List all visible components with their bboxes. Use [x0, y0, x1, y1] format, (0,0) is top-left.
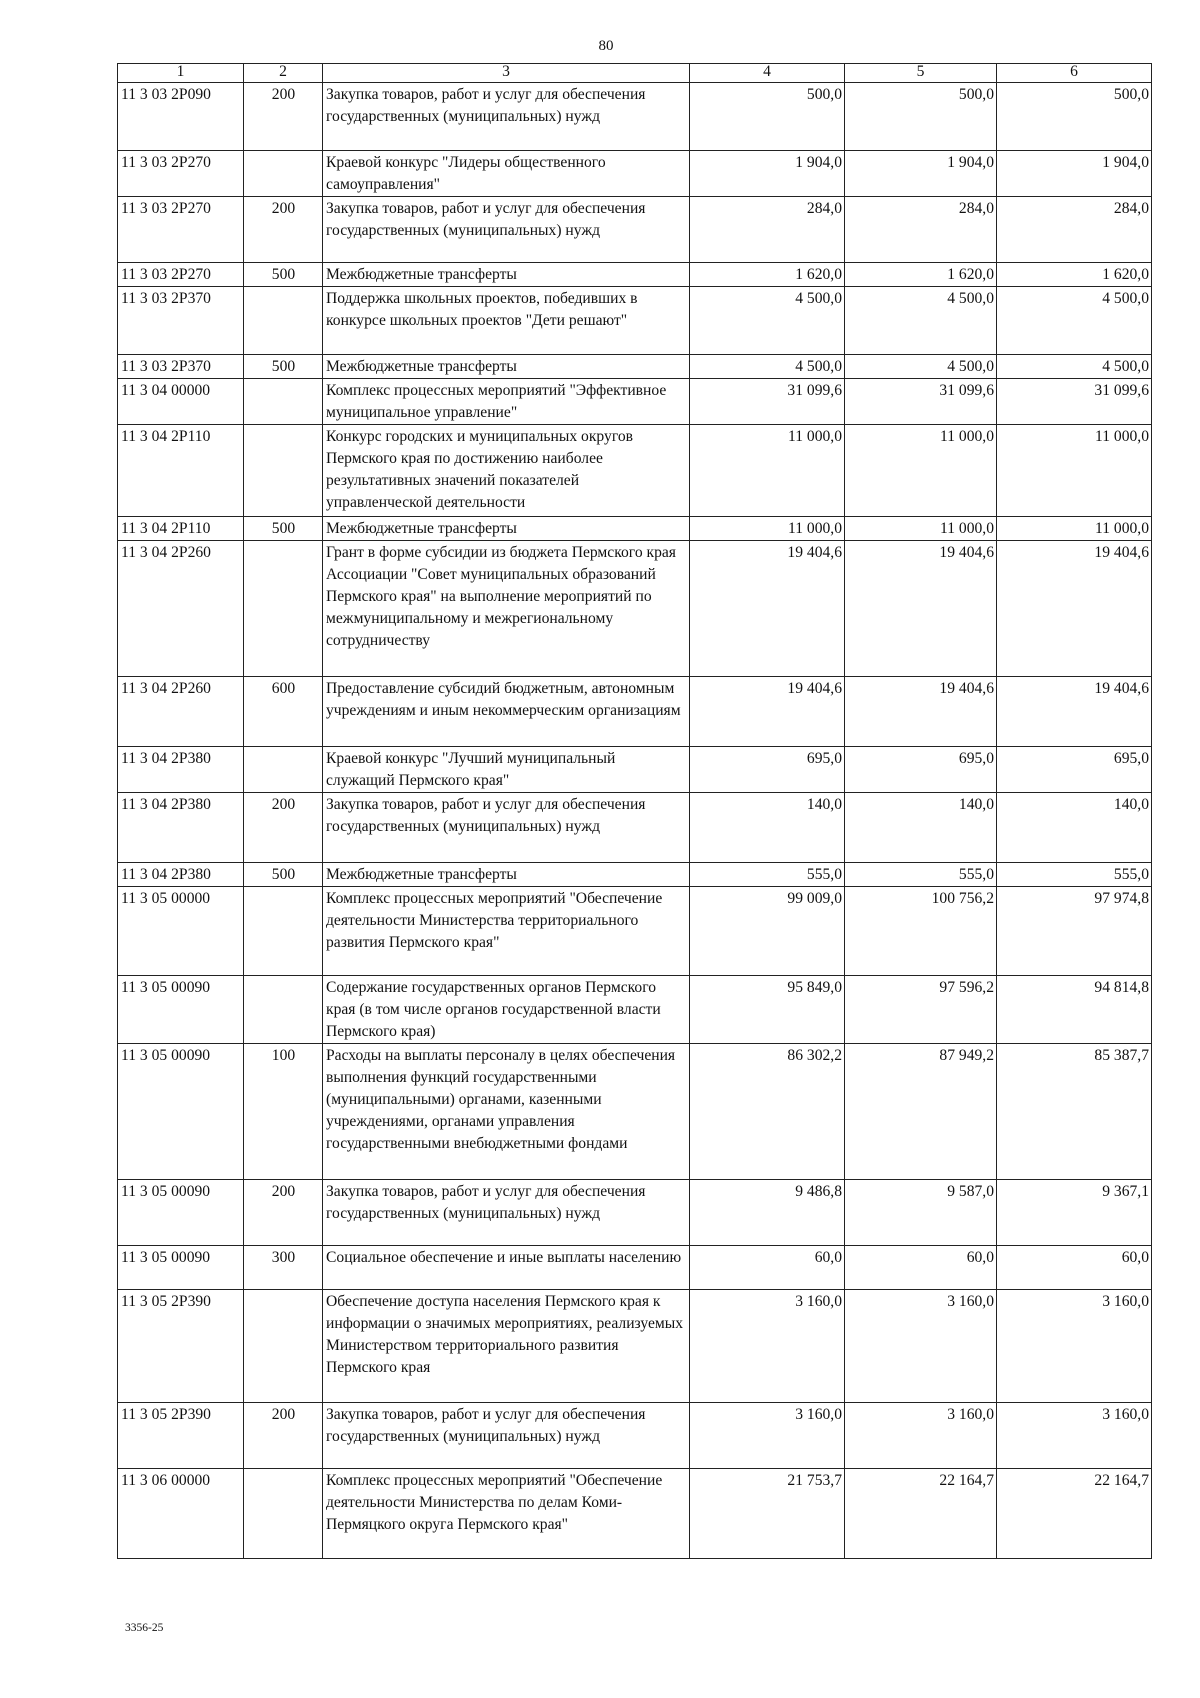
row-value-1: 9 486,8 — [690, 1180, 845, 1246]
column-header: 1 — [118, 64, 244, 83]
row-value-3: 695,0 — [997, 747, 1152, 793]
row-code: 11 3 04 2Р260 — [118, 677, 244, 747]
row-value-2: 3 160,0 — [845, 1403, 997, 1469]
row-value-3: 22 164,7 — [997, 1469, 1152, 1559]
row-name: Закупка товаров, работ и услуг для обеспечения государственных (муниципальных) нужд — [323, 1403, 690, 1469]
row-value-1: 60,0 — [690, 1246, 845, 1290]
row-code: 11 3 06 00000 — [118, 1469, 244, 1559]
row-expense-type — [244, 1290, 323, 1403]
row-expense-type — [244, 1469, 323, 1559]
row-value-2: 11 000,0 — [845, 517, 997, 541]
row-name: Закупка товаров, работ и услуг для обеспечения государственных (муниципальных) нужд — [323, 197, 690, 263]
table-row — [118, 1246, 1152, 1290]
row-name: Поддержка школьных проектов, победивших в конкурсе школьных проектов "Дети решают" — [323, 287, 690, 355]
row-expense-type: 200 — [244, 793, 323, 863]
row-value-2: 87 949,2 — [845, 1044, 997, 1180]
row-value-2: 3 160,0 — [845, 1290, 997, 1403]
row-expense-type — [244, 287, 323, 355]
row-value-1: 1 620,0 — [690, 263, 845, 287]
row-value-3: 4 500,0 — [997, 355, 1152, 379]
row-expense-type: 200 — [244, 1403, 323, 1469]
row-value-1: 555,0 — [690, 863, 845, 887]
row-name: Закупка товаров, работ и услуг для обеспечения государственных (муниципальных) нужд — [323, 793, 690, 863]
row-value-2: 555,0 — [845, 863, 997, 887]
table-row — [118, 263, 1152, 287]
table-row — [118, 287, 1152, 355]
row-code: 11 3 04 2Р260 — [118, 541, 244, 677]
row-value-2: 19 404,6 — [845, 541, 997, 677]
row-code: 11 3 05 2Р390 — [118, 1290, 244, 1403]
header-row — [118, 64, 1152, 83]
row-value-3: 85 387,7 — [997, 1044, 1152, 1180]
row-value-3: 500,0 — [997, 83, 1152, 151]
row-expense-type — [244, 976, 323, 1044]
row-value-3: 3 160,0 — [997, 1290, 1152, 1403]
row-value-2: 1 620,0 — [845, 263, 997, 287]
table-row — [118, 425, 1152, 517]
column-header: 2 — [244, 64, 323, 83]
row-value-2: 9 587,0 — [845, 1180, 997, 1246]
row-value-2: 4 500,0 — [845, 355, 997, 379]
row-expense-type — [244, 747, 323, 793]
column-header: 3 — [323, 64, 690, 83]
table-row — [118, 83, 1152, 151]
row-code: 11 3 04 2Р380 — [118, 863, 244, 887]
table-row — [118, 1469, 1152, 1559]
row-value-3: 97 974,8 — [997, 887, 1152, 976]
row-code: 11 3 04 2Р110 — [118, 517, 244, 541]
row-value-3: 284,0 — [997, 197, 1152, 263]
row-code: 11 3 03 2Р370 — [118, 355, 244, 379]
row-expense-type: 500 — [244, 863, 323, 887]
row-name: Предоставление субсидий бюджетным, автономным учреждениям и иным некоммерческим организациям — [323, 677, 690, 747]
row-name: Межбюджетные трансферты — [323, 263, 690, 287]
row-value-2: 19 404,6 — [845, 677, 997, 747]
row-value-1: 31 099,6 — [690, 379, 845, 425]
table-body — [118, 83, 1152, 1559]
row-value-1: 99 009,0 — [690, 887, 845, 976]
row-value-1: 19 404,6 — [690, 677, 845, 747]
row-value-3: 140,0 — [997, 793, 1152, 863]
row-value-3: 3 160,0 — [997, 1403, 1152, 1469]
row-value-1: 140,0 — [690, 793, 845, 863]
row-value-3: 1 620,0 — [997, 263, 1152, 287]
column-header: 5 — [845, 64, 997, 83]
row-value-1: 284,0 — [690, 197, 845, 263]
row-name: Комплекс процессных мероприятий "Обеспечение деятельности Министерства территориального развития Пермского края" — [323, 887, 690, 976]
row-value-1: 95 849,0 — [690, 976, 845, 1044]
row-code: 11 3 04 2Р380 — [118, 747, 244, 793]
row-name: Грант в форме субсидии из бюджета Пермского края Ассоциации "Совет муниципальных образований Пермского края" на выполнение мероприятий по межмуниципальному и межрегиональному сотрудничеству — [323, 541, 690, 677]
row-expense-type: 100 — [244, 1044, 323, 1180]
row-value-3: 555,0 — [997, 863, 1152, 887]
row-expense-type: 200 — [244, 83, 323, 151]
row-value-2: 60,0 — [845, 1246, 997, 1290]
table-row — [118, 793, 1152, 863]
row-value-3: 60,0 — [997, 1246, 1152, 1290]
column-header: 6 — [997, 64, 1152, 83]
row-value-1: 19 404,6 — [690, 541, 845, 677]
row-name: Закупка товаров, работ и услуг для обеспечения государственных (муниципальных) нужд — [323, 83, 690, 151]
row-value-2: 500,0 — [845, 83, 997, 151]
row-name: Межбюджетные трансферты — [323, 517, 690, 541]
row-code: 11 3 03 2Р090 — [118, 83, 244, 151]
row-name: Комплекс процессных мероприятий "Обеспечение деятельности Министерства по делам Коми-Пермяцкого округа Пермского края" — [323, 1469, 690, 1559]
row-code: 11 3 04 2Р380 — [118, 793, 244, 863]
table-row — [118, 151, 1152, 197]
row-value-1: 11 000,0 — [690, 425, 845, 517]
row-expense-type — [244, 151, 323, 197]
row-expense-type: 200 — [244, 1180, 323, 1246]
row-value-2: 11 000,0 — [845, 425, 997, 517]
row-expense-type — [244, 379, 323, 425]
row-name: Закупка товаров, работ и услуг для обеспечения государственных (муниципальных) нужд — [323, 1180, 690, 1246]
row-value-3: 1 904,0 — [997, 151, 1152, 197]
row-code: 11 3 03 2Р270 — [118, 263, 244, 287]
row-expense-type — [244, 425, 323, 517]
row-value-2: 695,0 — [845, 747, 997, 793]
row-value-3: 9 367,1 — [997, 1180, 1152, 1246]
table-row — [118, 863, 1152, 887]
row-code: 11 3 05 00000 — [118, 887, 244, 976]
row-value-1: 86 302,2 — [690, 1044, 845, 1180]
row-value-1: 11 000,0 — [690, 517, 845, 541]
table-row — [118, 747, 1152, 793]
row-value-1: 21 753,7 — [690, 1469, 845, 1559]
row-value-3: 94 814,8 — [997, 976, 1152, 1044]
row-value-3: 11 000,0 — [997, 425, 1152, 517]
page-number: 80 — [598, 38, 614, 54]
row-name: Обеспечение доступа населения Пермского края к информации о значимых мероприятиях, реализуемых Министерством территориального развития Пермского края — [323, 1290, 690, 1403]
document-code: 3356-25 — [125, 1622, 164, 1634]
table-row — [118, 1403, 1152, 1469]
row-value-2: 140,0 — [845, 793, 997, 863]
row-expense-type: 500 — [244, 263, 323, 287]
row-name: Краевой конкурс "Лидеры общественного самоуправления" — [323, 151, 690, 197]
row-value-1: 3 160,0 — [690, 1290, 845, 1403]
row-value-3: 4 500,0 — [997, 287, 1152, 355]
row-value-1: 4 500,0 — [690, 287, 845, 355]
row-code: 11 3 03 2Р270 — [118, 197, 244, 263]
row-code: 11 3 04 2Р110 — [118, 425, 244, 517]
row-name: Комплекс процессных мероприятий "Эффективное муниципальное управление" — [323, 379, 690, 425]
table-row — [118, 1180, 1152, 1246]
row-value-1: 3 160,0 — [690, 1403, 845, 1469]
row-value-1: 500,0 — [690, 83, 845, 151]
row-value-2: 1 904,0 — [845, 151, 997, 197]
row-value-1: 1 904,0 — [690, 151, 845, 197]
table-row — [118, 1290, 1152, 1403]
row-name: Конкурс городских и муниципальных округов Пермского края по достижению наиболее результативных значений показателей управленческой деятельности — [323, 425, 690, 517]
row-expense-type — [244, 887, 323, 976]
row-expense-type: 600 — [244, 677, 323, 747]
row-value-3: 19 404,6 — [997, 541, 1152, 677]
table-row — [118, 355, 1152, 379]
row-code: 11 3 03 2Р370 — [118, 287, 244, 355]
row-name: Межбюджетные трансферты — [323, 863, 690, 887]
table-row — [118, 197, 1152, 263]
row-name: Краевой конкурс "Лучший муниципальный служащий Пермского края" — [323, 747, 690, 793]
row-name: Расходы на выплаты персоналу в целях обеспечения выполнения функций государственными (муниципальными) органами, казенными учреждениями, органами управления государственными внебюджетными фондами — [323, 1044, 690, 1180]
row-expense-type: 500 — [244, 355, 323, 379]
row-expense-type: 300 — [244, 1246, 323, 1290]
row-value-2: 100 756,2 — [845, 887, 997, 976]
row-value-1: 4 500,0 — [690, 355, 845, 379]
row-code: 11 3 04 00000 — [118, 379, 244, 425]
row-value-2: 284,0 — [845, 197, 997, 263]
row-code: 11 3 03 2Р270 — [118, 151, 244, 197]
column-header: 4 — [690, 64, 845, 83]
table-row — [118, 517, 1152, 541]
row-value-2: 22 164,7 — [845, 1469, 997, 1559]
row-name: Социальное обеспечение и иные выплаты населению — [323, 1246, 690, 1290]
row-value-3: 31 099,6 — [997, 379, 1152, 425]
table-row — [118, 677, 1152, 747]
budget-table — [117, 63, 1152, 1559]
row-code: 11 3 05 00090 — [118, 976, 244, 1044]
table-row — [118, 887, 1152, 976]
row-value-2: 97 596,2 — [845, 976, 997, 1044]
row-value-3: 11 000,0 — [997, 517, 1152, 541]
row-expense-type: 500 — [244, 517, 323, 541]
row-code: 11 3 05 2Р390 — [118, 1403, 244, 1469]
table-row — [118, 1044, 1152, 1180]
row-expense-type — [244, 541, 323, 677]
row-expense-type: 200 — [244, 197, 323, 263]
row-value-1: 695,0 — [690, 747, 845, 793]
row-code: 11 3 05 00090 — [118, 1180, 244, 1246]
row-value-2: 4 500,0 — [845, 287, 997, 355]
table-header — [118, 64, 1152, 83]
table-row — [118, 976, 1152, 1044]
table-row — [118, 541, 1152, 677]
row-value-3: 19 404,6 — [997, 677, 1152, 747]
row-name: Межбюджетные трансферты — [323, 355, 690, 379]
row-value-2: 31 099,6 — [845, 379, 997, 425]
row-code: 11 3 05 00090 — [118, 1246, 244, 1290]
table-row — [118, 379, 1152, 425]
row-code: 11 3 05 00090 — [118, 1044, 244, 1180]
row-name: Содержание государственных органов Пермского края (в том числе органов государственной власти Пермского края) — [323, 976, 690, 1044]
